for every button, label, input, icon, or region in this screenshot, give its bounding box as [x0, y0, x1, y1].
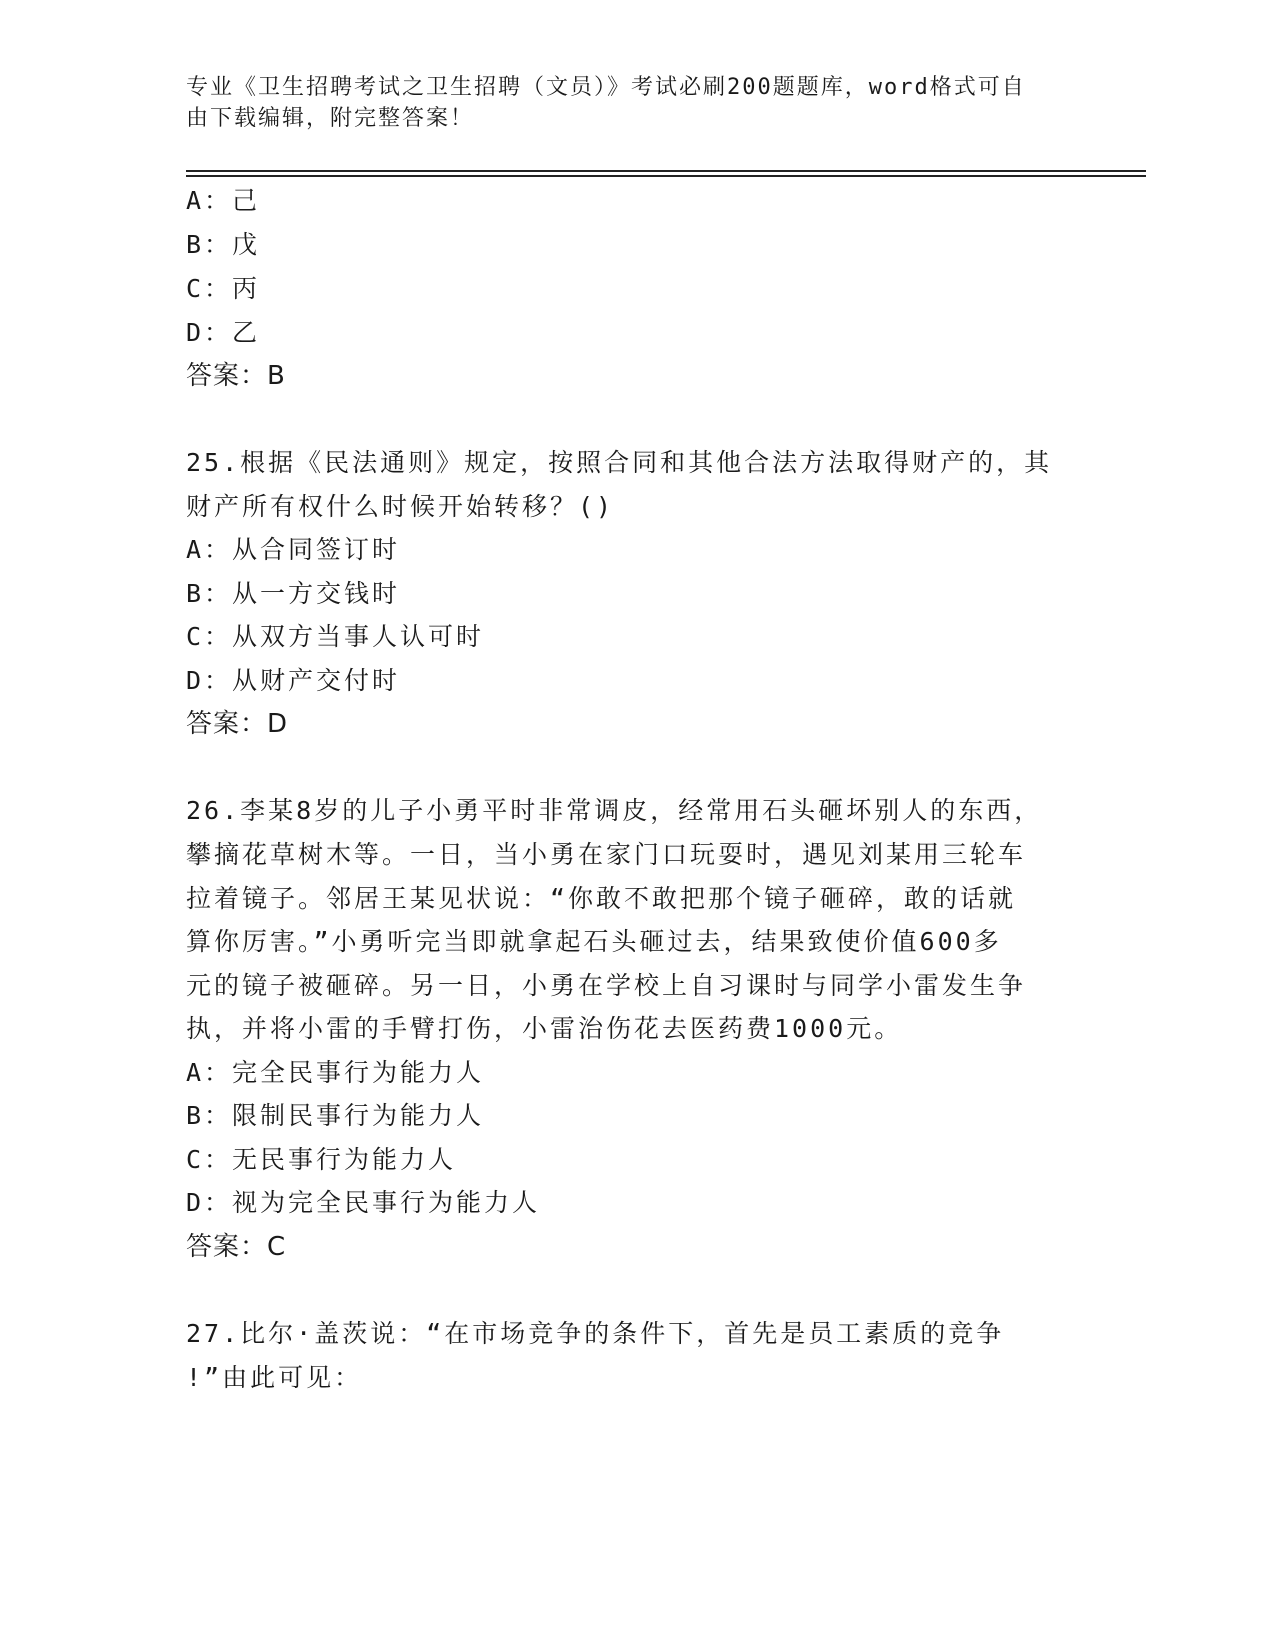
option-b: B：戊 — [186, 230, 261, 259]
question-27-line-1: 27.比尔·盖茨说：“在市场竞争的条件下，首先是员工素质的竞争 — [186, 1319, 1005, 1348]
question-25-line-1: 25.根据《民法通则》规定，按照合同和其他合法方法取得财产的，其 — [186, 448, 1053, 477]
question-26-line-4: 算你厉害。”小勇听完当即就拿起石头砸过去，结果致使价值600多 — [186, 927, 1002, 956]
answer: 答案：D — [186, 709, 289, 739]
option-a: A：己 — [186, 186, 261, 215]
question-26-line-5: 元的镜子被砸碎。另一日，小勇在学校上自习课时与同学小雷发生争 — [186, 971, 1027, 1000]
question-26-line-3: 拉着镜子。邻居王某见状说：“你敢不敢把那个镜子砸碎，敢的话就 — [186, 884, 1017, 913]
document-header — [186, 72, 1066, 134]
option-d: D：乙 — [186, 318, 261, 347]
header-divider-bottom — [186, 175, 1146, 177]
option-c: C：无民事行为能力人 — [186, 1145, 457, 1174]
option-b: B：从一方交钱时 — [186, 579, 401, 608]
question-25-line-2: 财产所有权什么时候开始转移？() — [186, 492, 615, 521]
question-26-line-6: 执，并将小雷的手臂打伤，小雷治伤花去医药费1000元。 — [186, 1014, 903, 1043]
option-a: A：从合同签订时 — [186, 535, 401, 564]
question-27-line-2: !”由此可见： — [186, 1363, 363, 1392]
answer: 答案：B — [186, 361, 286, 391]
answer: 答案：C — [186, 1232, 287, 1262]
option-d: D：视为完全民事行为能力人 — [186, 1188, 541, 1217]
question-26-line-1: 26.李某8岁的儿子小勇平时非常调皮，经常用石头砸坏别人的东西， — [186, 796, 1043, 825]
header-divider-top — [186, 170, 1146, 172]
option-d: D：从财产交付时 — [186, 666, 401, 695]
header-line-1: 专业《卫生招聘考试之卫生招聘（文员）》考试必刷200题题库，word格式可自 — [186, 75, 1026, 100]
option-c: C：丙 — [186, 274, 261, 303]
option-a: A：完全民事行为能力人 — [186, 1058, 485, 1087]
option-b: B：限制民事行为能力人 — [186, 1101, 485, 1130]
question-26-line-2: 攀摘花草树木等。一日，当小勇在家门口玩耍时，遇见刘某用三轮车 — [186, 840, 1027, 869]
header-line-2: 由下载编辑，附完整答案！ — [186, 106, 475, 131]
option-c: C：从双方当事人认可时 — [186, 622, 485, 651]
